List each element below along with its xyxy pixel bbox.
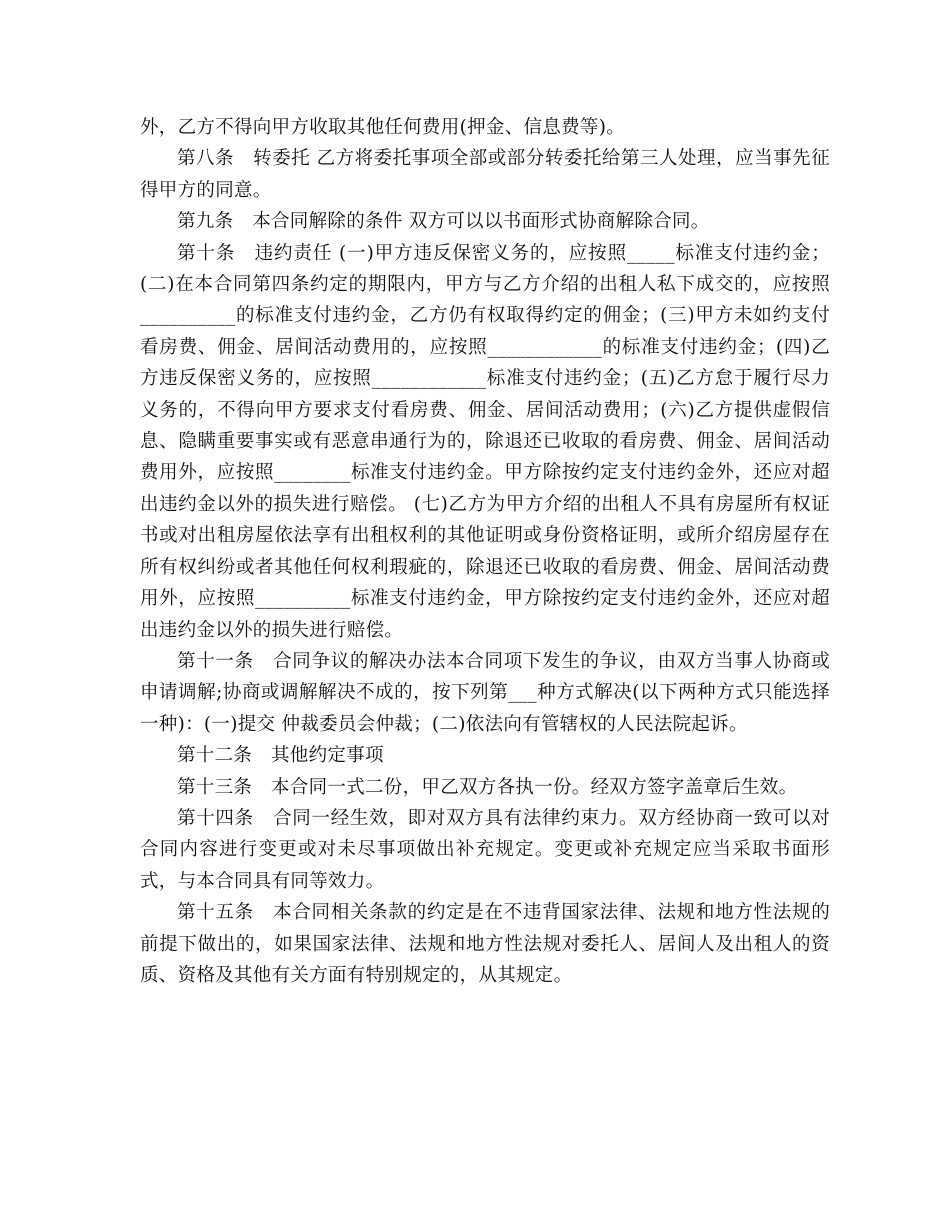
article-10-paragraph: 第十条 违约责任 (一)甲方违反保密义务的，应按照_____标准支付违约金；(二)在本合同第四条约定的期限内，甲方与乙方介绍的出租人私下成交的，应按照__________的标准支付违约金，乙方仍有权取得约定的佣金；(三)甲方未如约支付看房费、佣金、居间活动费用的，应按照____________的标准支付违约金；(四)乙方违反保密义务的，应按照____________标准支付违约金；(五)乙方怠于履行尽力义务的，不得向甲方要求支付看房费、佣金、居间活动费用；(六)乙方提供虚假信息、隐瞒重要事实或有恶意串通行为的，除退还已收取的看房费、佣金、居间活动费用外，应按照________标准支付违约金。甲方除按约定支付违约金外，还应对超出违约金以外的损失进行赔偿。 (七)乙方为甲方介绍的出租人不具有房屋所有权证书或对出租房屋依法享有出租权利的其他证明或身份资格证明，或所介绍房屋存在所有权纠纷或者其他任何权利瑕疵的，除退还已收取的看房费、佣金、居间活动费用外，应按照__________标准支付违约金，甲方除按约定支付违约金外，还应对超出违约金以外的损失进行赔偿。: [140, 242, 830, 641]
paragraph-continuation: 外，乙方不得向甲方收取其他任何费用(押金、信息费等)。: [140, 117, 626, 138]
article-11-paragraph: 第十一条 合同争议的解决办法本合同项下发生的争议，由双方当事人协商或申请调解;协商或调解解决不成的，按下列第___种方式解决(以下两种方式只能选择一种)：(一)提交 仲裁委员会仲裁；(二)依法向有管辖权的人民法院起诉。: [140, 650, 830, 735]
article-15-paragraph: 第十五条 本合同相关条款的约定是在不违背国家法律、法规和地方性法规的前提下做出的，如果国家法律、法规和地方性法规对委托人、居间人及出租人的资质、资格及其他有关方面有特别规定的，从其规定。: [140, 902, 830, 986]
article-12-paragraph: 第十二条 其他约定事项: [177, 745, 384, 767]
document-body: [140, 112, 830, 991]
article-8-paragraph: 第八条 转委托 乙方将委托事项全部或部分转委托给第三人处理，应当事先征得甲方的同意。: [140, 148, 830, 201]
article-13-paragraph: 第十三条 本合同一式二份，甲乙双方各执一份。经双方签字盖章后生效。: [177, 776, 798, 798]
article-9-paragraph: 第九条 本合同解除的条件 双方可以以书面形式协商解除合同。: [177, 211, 710, 233]
article-14-paragraph: 第十四条 合同一经生效，即对双方具有法律约束力。双方经协商一致可以对合同内容进行变更或对未尽事项做出补充规定。变更或补充规定应当采取书面形式，与本合同具有同等效力。: [140, 807, 830, 892]
